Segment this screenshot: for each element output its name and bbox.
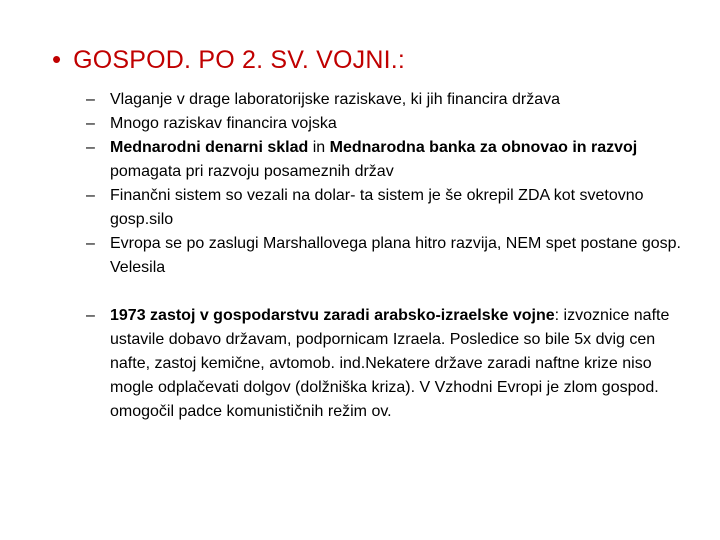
dash-icon: – — [86, 139, 95, 156]
dash-icon: – — [86, 91, 95, 108]
item-text-bold: Mednarodna banka za obnovao in razvoj — [329, 139, 638, 156]
item-text: : izvoznice nafte ustavile dobavo državam, podpornicam Izraela. Posledice so bile 5x dvig cen nafte, zastoj kemične, avtomob. ind.Nekatere države zaradi naftne krize niso mogle odplačevati dolgov (dolžniška kriza). V Vzhodni Evropi je zlom gospod. omogočil padce komunističnih režim ov. — [110, 307, 670, 420]
item-text: Mnogo raziskav financira vojska — [110, 115, 337, 132]
bullet-icon: • — [52, 44, 62, 74]
item-text: in — [308, 139, 330, 156]
item-text: Vlaganje v drage laboratorijske raziskave, ki jih financira država — [110, 91, 560, 108]
item-text-bold: Mednarodni denarni sklad — [110, 139, 309, 156]
dash-icon: – — [86, 115, 95, 132]
list-item — [86, 136, 686, 184]
bullet-list — [86, 88, 686, 424]
list-item — [86, 88, 686, 112]
item-text-bold: 1973 zastoj v gospodarstvu zaradi arabsko-izraelske vojne — [110, 307, 555, 324]
item-text: Evropa se po zaslugi Marshallovega plana hitro razvija, NEM spet postane gosp. Velesila — [110, 235, 681, 276]
list-item — [86, 112, 686, 136]
item-text: pomagata pri razvoju posameznih držav — [110, 163, 394, 180]
item-text: Finančni sistem so vezali na dolar- ta sistem je še okrepil ZDA kot svetovno gosp.silo — [110, 187, 644, 228]
list-item — [86, 304, 686, 424]
dash-icon: – — [86, 235, 95, 252]
dash-icon: – — [86, 187, 95, 204]
list-item — [86, 232, 686, 280]
title-text: GOSPOD. PO 2. SV. VOJNI.: — [73, 46, 406, 74]
dash-icon: – — [86, 307, 95, 324]
list-item — [86, 184, 686, 232]
slide-title — [52, 44, 405, 75]
